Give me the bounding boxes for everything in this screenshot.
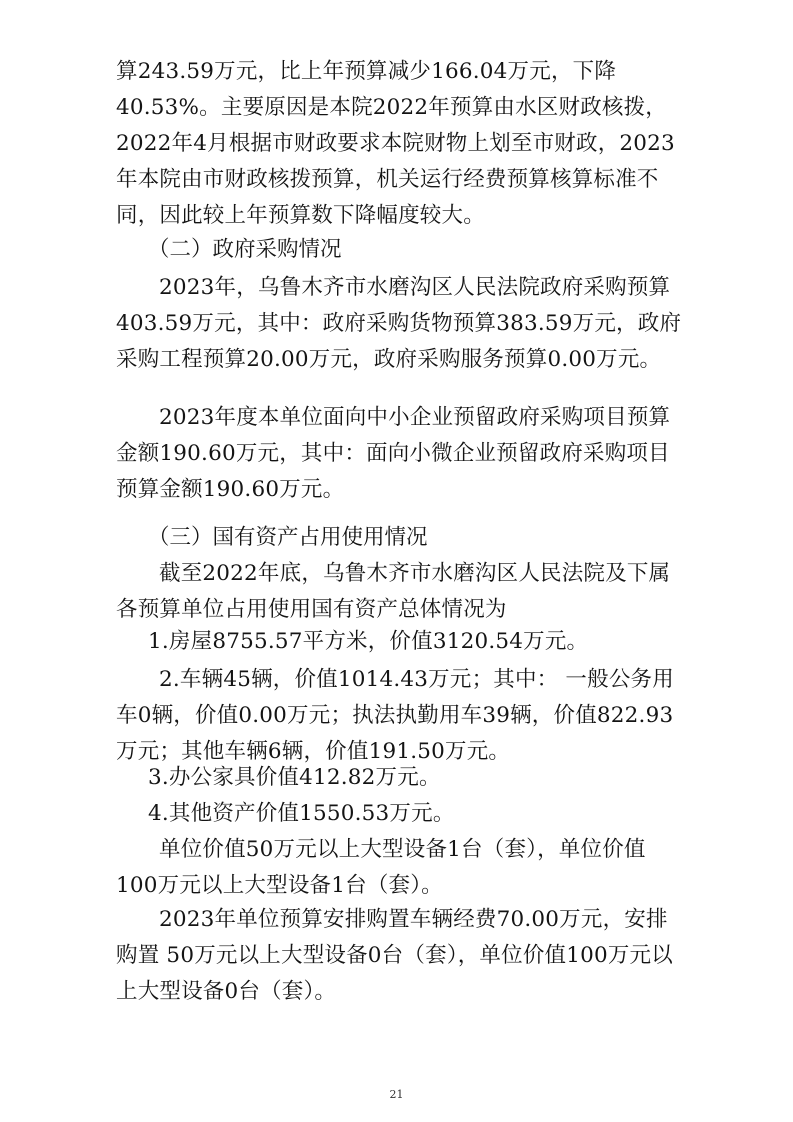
section-heading-procurement: （二）政府采购情况 bbox=[148, 237, 342, 262]
list-item-housing: 1.房屋8755.57平方米，价值3120.54万元。 bbox=[148, 629, 589, 654]
paragraph-vehicle-purchase: 2023年单位预算安排购置车辆经费70.00万元，安排购置 50万元以上大型设备0台（套），单位价值100万元以上大型设备0台（套）。 bbox=[116, 907, 673, 1004]
page-number: 21 bbox=[389, 1088, 404, 1101]
paragraph-budget-decrease: 算243.59万元，比上年预算减少166.04万元，下降40.53%。主要原因是本院2022年预算由水区财政核拨，2022年4月根据市财政要求本院财物上划至市财政，2023年本院由市财政核拨预算，机关运行经费预算核算标准不同，因此较上年预算数下降幅度较大。 bbox=[116, 59, 675, 228]
list-item-other-assets: 4.其他资产价值1550.53万元。 bbox=[148, 801, 455, 826]
list-item-vehicles: 2.车辆45辆，价值1014.43万元；其中： 一般公务用车0辆，价值0.00万元；执法执勤用车39辆，价值822.93万元；其他车辆6辆，价值191.50万元。 bbox=[116, 667, 674, 764]
paragraph-assets-intro: 截至2022年底，乌鲁木齐市水磨沟区人民法院及下属各预算单位占用使用国有资产总体情况为 bbox=[116, 561, 671, 622]
paragraph-sme-reservation: 2023年度本单位面向中小企业预留政府采购项目预算金额190.60万元，其中：面向小微企业预留政府采购项目预算金额190.60万元。 bbox=[116, 405, 671, 502]
list-item-furniture: 3.办公家具价值412.82万元。 bbox=[148, 765, 441, 790]
section-heading-state-assets: （三）国有资产占用使用情况 bbox=[148, 525, 428, 550]
paragraph-procurement-budget: 2023年，乌鲁木齐市水磨沟区人民法院政府采购预算403.59万元，其中：政府采购货物预算383.59万元，政府采购工程预算20.00万元，政府采购服务预算0.00万元。 bbox=[116, 275, 682, 372]
paragraph-large-equipment: 单位价值50万元以上大型设备1台（套），单位价值100万元以上大型设备1台（套）。 bbox=[116, 837, 646, 898]
